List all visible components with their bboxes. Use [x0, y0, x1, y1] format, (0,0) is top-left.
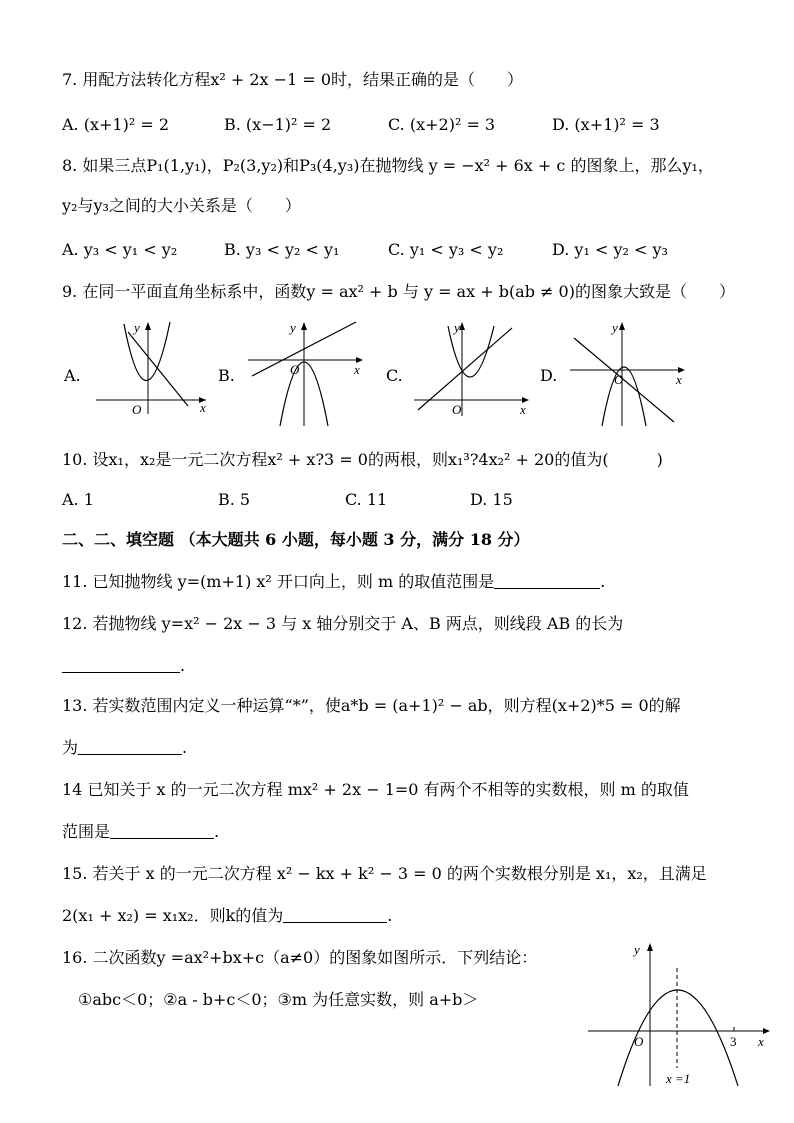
q9-option-d-label[interactable]: D. — [540, 366, 558, 385]
q7-option-d[interactable]: D. (x+1)² = 3 — [552, 115, 660, 134]
q16-graph-axis-label: x =1 — [666, 1071, 691, 1086]
q7-option-b[interactable]: B. (x−1)² = 2 — [224, 115, 332, 134]
q8-stem-line2: y₂与y₃之间的大小关系是（ ） — [62, 196, 301, 215]
q14-prefix: 范围是 — [62, 822, 111, 841]
q10-option-a[interactable]: A. 1 — [62, 490, 94, 509]
q13-answer-blank[interactable] — [78, 738, 182, 755]
q13-prefix: 为 — [62, 738, 79, 757]
q16-graph-tick-3: 3 — [730, 1034, 737, 1049]
q13-line2 — [62, 738, 187, 758]
q15-answer-blank[interactable] — [283, 906, 387, 923]
graph-c-y-label: y — [454, 320, 460, 335]
q7-option-a[interactable]: A. (x+1)² = 2 — [62, 115, 169, 134]
q12-answer-blank[interactable] — [62, 656, 180, 673]
q8-option-c[interactable]: C. y₁ < y₃ < y₂ — [388, 240, 504, 259]
q9-option-c-label[interactable]: C. — [386, 366, 403, 385]
q15-line1: 15. 若关于 x 的一元二次方程 x² − kx + k² − 3 = 0 的两个实数根分别是 x₁，x₂，且满足 — [62, 864, 707, 883]
q11-text: 11. 已知抛物线 y=(m+1) x² 开口向上，则 m 的取值范围是 — [62, 572, 495, 591]
q9-option-a-label[interactable]: A. — [64, 366, 81, 385]
q16-graph-y-label: y — [634, 942, 640, 957]
q16-line2: ①abc＜0；②a - b+c＜0；③m 为任意实数，则 a+b＞ — [78, 990, 479, 1009]
graph-c-origin: O — [452, 402, 462, 417]
q12-line2 — [62, 656, 185, 676]
q10-option-b[interactable]: B. 5 — [218, 490, 251, 509]
q8-option-b[interactable]: B. y₃ < y₂ < y₁ — [224, 240, 340, 259]
q8-option-a[interactable]: A. y₃ < y₁ < y₂ — [62, 240, 178, 259]
q9-option-b-label[interactable]: B. — [218, 366, 235, 385]
q9-stem: 9. 在同一平面直角坐标系中，函数y = ax² + b 与 y = ax + b(ab ≠ 0)的图象大致是（ ） — [62, 282, 735, 301]
q7-option-c[interactable]: C. (x+2)² = 3 — [388, 115, 496, 134]
q15-line2 — [62, 906, 392, 926]
q16-line1: 16. 二次函数y =ax²+bx+c（a≠0）的图象如图所示．下列结论： — [62, 948, 538, 967]
q9-graph-b — [246, 318, 371, 428]
q11-question — [62, 572, 605, 592]
q14-answer-blank[interactable] — [110, 822, 214, 839]
q16-graph-x-label: x — [758, 1034, 764, 1049]
graph-a-origin: O — [132, 402, 142, 417]
q14-end: . — [214, 822, 220, 841]
graph-b-origin: O — [290, 362, 300, 377]
graph-b-x-label: x — [354, 362, 360, 377]
q10-option-d[interactable]: D. 15 — [470, 490, 513, 509]
q15-end: . — [387, 906, 393, 925]
q10-stem: 10. 设x₁，x₂是一元二次方程x² + x?3 = 0的两根，则x₁³?4x₂² + 20的值为( ) — [62, 450, 663, 469]
q9-graph-d — [568, 318, 693, 428]
q10-option-c[interactable]: C. 11 — [345, 490, 388, 509]
q15-prefix: 2(x₁ + x₂) = x₁x₂．则k的值为 — [62, 906, 284, 925]
q8-option-d[interactable]: D. y₁ < y₂ < y₃ — [552, 240, 668, 259]
q12-line1: 12. 若抛物线 y=x² − 2x − 3 与 x 轴分别交于 A、B 两点，则线段 AB 的长为 — [62, 614, 624, 633]
q9-graph-a — [94, 318, 214, 418]
q7-stem: 7. 用配方法转化方程x² + 2x −1 = 0时，结果正确的是（ ） — [62, 70, 524, 89]
graph-a-y-label: y — [134, 320, 140, 335]
q14-line1: 14 已知关于 x 的一元二次方程 mx² + 2x − 1=0 有两个不相等的实数根，则 m 的取值 — [62, 780, 689, 799]
q13-end: . — [182, 738, 188, 757]
q9-graph-c — [412, 318, 537, 418]
q13-line1: 13. 若实数范围内定义一种运算“*”，使a*b = (a+1)² − ab，则方程(x+2)*5 = 0的解 — [62, 696, 681, 715]
q8-stem-line1: 8. 如果三点P₁(1,y₁)，P₂(3,y₂)和P₃(4,y₃)在抛物线 y = −x² + 6x + c 的图象上，那么y₁， — [62, 156, 714, 175]
q11-end: . — [600, 572, 606, 591]
graph-b-y-label: y — [290, 320, 296, 335]
q16-graph-origin: O — [634, 1034, 644, 1049]
q12-end: . — [180, 656, 186, 675]
section2-title: 二、二、填空题 （本大题共 6 小题，每小题 3 分，满分 18 分） — [62, 530, 530, 549]
q16-graph — [588, 938, 778, 1088]
q14-line2 — [62, 822, 219, 842]
graph-a-x-label: x — [200, 400, 206, 415]
graph-d-origin: O — [614, 372, 624, 387]
graph-c-x-label: x — [520, 402, 526, 417]
graph-d-y-label: y — [612, 320, 618, 335]
q11-answer-blank[interactable] — [494, 572, 600, 589]
graph-d-x-label: x — [676, 372, 682, 387]
